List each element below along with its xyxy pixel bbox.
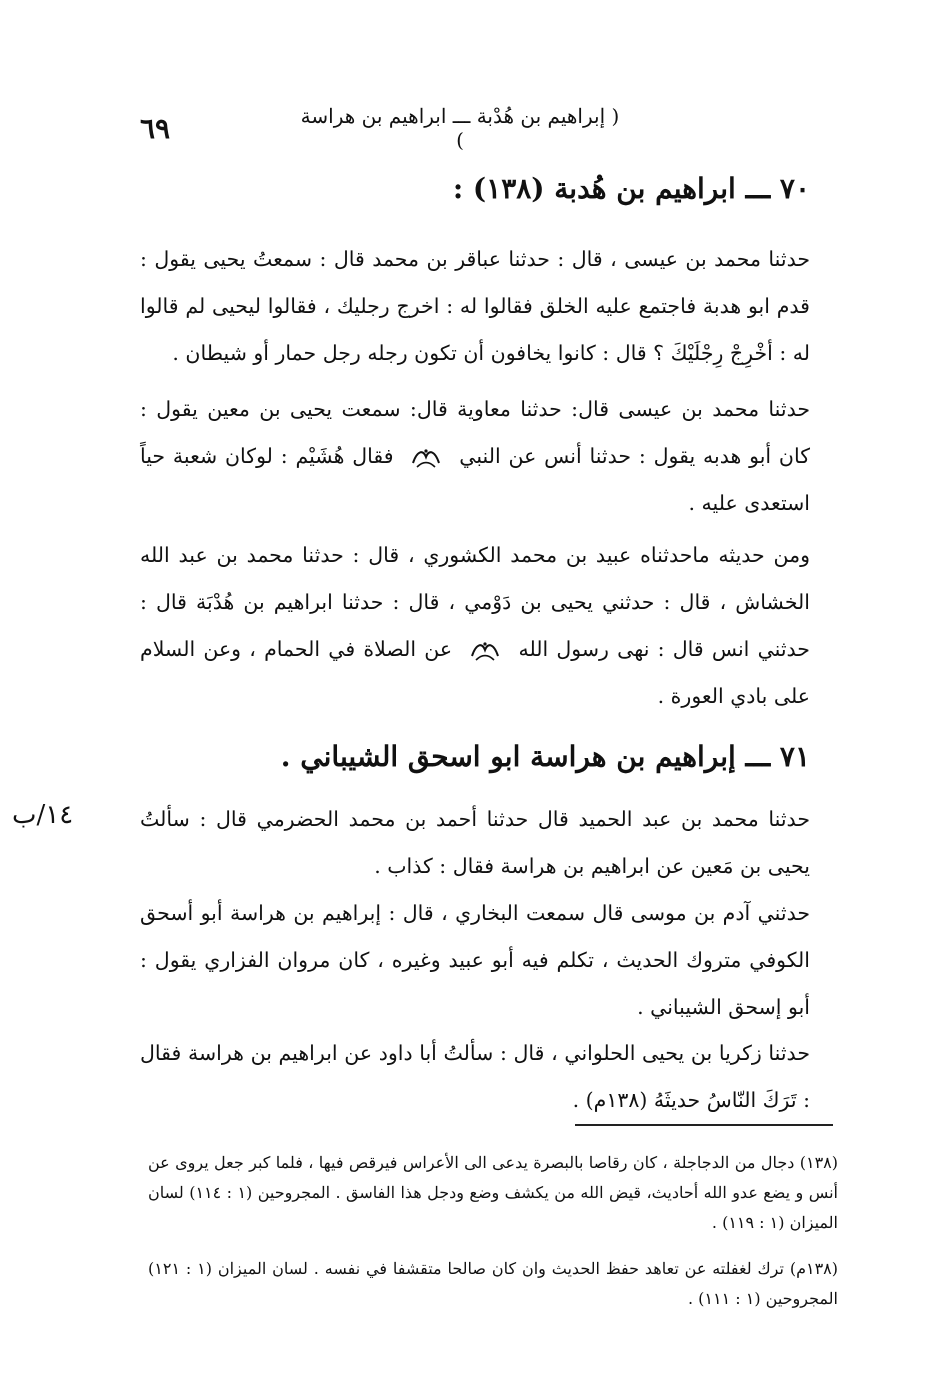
entry-70-paragraph-3-part-a: ومن حديثه ماحدثناه عبيد بن محمد الكشوري ، قال : حدثنا محمد بن عبد الله الخشاش ، قال : حدثني يحيى بن دَوْمي ، قال : حدثنا ابراهيم بن هُدْبَة قال : حدثني انس قال : نهى رسول الله — [140, 543, 810, 661]
salawat-ligature-icon — [468, 638, 502, 664]
entry-70-paragraph-3-part-b: عن الصلاة في الحمام ، وعن السلام على بادي العورة . — [140, 637, 810, 708]
footnote-divider — [575, 1124, 833, 1126]
margin-folio-note: ١٤/ب — [12, 800, 74, 830]
entry-71-paragraph-3: حدثنا زكريا بن يحيى الحلواني ، قال : سألتُ أبا داود عن ابراهيم بن هراسة فقال : تَرَكَ النّاسُ حديثَهُ (١٣٨م) . — [140, 1041, 810, 1112]
entry-70-paragraph-3 — [140, 532, 810, 720]
salawat-ligature-icon — [409, 445, 443, 471]
entry-70-paragraph-2 — [140, 386, 810, 527]
page-number: ٦٩ — [140, 112, 171, 145]
running-header: ( إبراهيم بن هُدْبة ـــ ابراهيم بن هراسة ) — [300, 104, 620, 152]
entry-70-paragraph-2-part-b: فقال هُشَيْم : لوكان شعبة حياً استعدى عليه . — [140, 444, 810, 515]
entry-70-paragraph-2-part-a: حدثنا محمد بن عيسى قال: حدثنا معاوية قال: سمعت يحيى بن معين يقول : كان أبو هدبه يقول : حدثنا أنس عن النبي — [140, 397, 810, 468]
footnote-138: (١٣٨) دجال من الدجاجلة ، كان رقاصا بالبصرة يدعى الى الأعراس فيرقص فيها ، فلما كبر جعل يروى عن أنس و يضع عدو الله أحاديث، قيض الله من يكشف وضع ودجل هذا الفاسق . المجروحين (١ : ١١٤) لسان الميزان (١ : ١١٩) . — [148, 1153, 838, 1232]
entry-70-paragraph-1: حدثنا محمد بن عيسى ، قال : حدثنا عباقر بن محمد قال : سمعتُ يحيى يقول : قدم ابو هدبة فاجتمع عليه الخلق فقالوا له : اخرج رجليك ، فقالوا ليحيى لم قالوا له : أخْرِجْ رِجْلَيْكَ ؟ قال : كانوا يخافون أن تكون رجله رجل حمار أو شيطان . — [140, 247, 810, 365]
entry-71-heading: ٧١ ـــ إبراهيم بن هراسة ابو اسحق الشيباني . — [280, 740, 810, 773]
entry-71-paragraph-2: حدثني آدم بن موسى قال سمعت البخاري ، قال : إبراهيم بن هراسة أبو أسحق الكوفي متروك الحديث ، تكلم فيه أبو عبيد وغيره ، كان مروان الفزاري يقول : أبو إسحق الشيباني . — [140, 901, 810, 1019]
footnote-138m: (١٣٨م) ترك لغفلته عن تعاهد حفظ الحديث وان كان صالحا متقشفا في نفسه . لسان الميزان (١ : ١٢١) المجروحين (١ : ١١١) . — [148, 1259, 838, 1308]
entry-71-paragraph-1: حدثنا محمد بن عبد الحميد قال حدثنا أحمد بن محمد الحضرمي قال : سألتُ يحيى بن مَعين عن ابراهيم بن هراسة فقال : كذاب . — [140, 807, 810, 878]
entry-70-heading: ٧٠ ـــ ابراهيم بن هُدبة (١٣٨) : — [452, 172, 810, 205]
